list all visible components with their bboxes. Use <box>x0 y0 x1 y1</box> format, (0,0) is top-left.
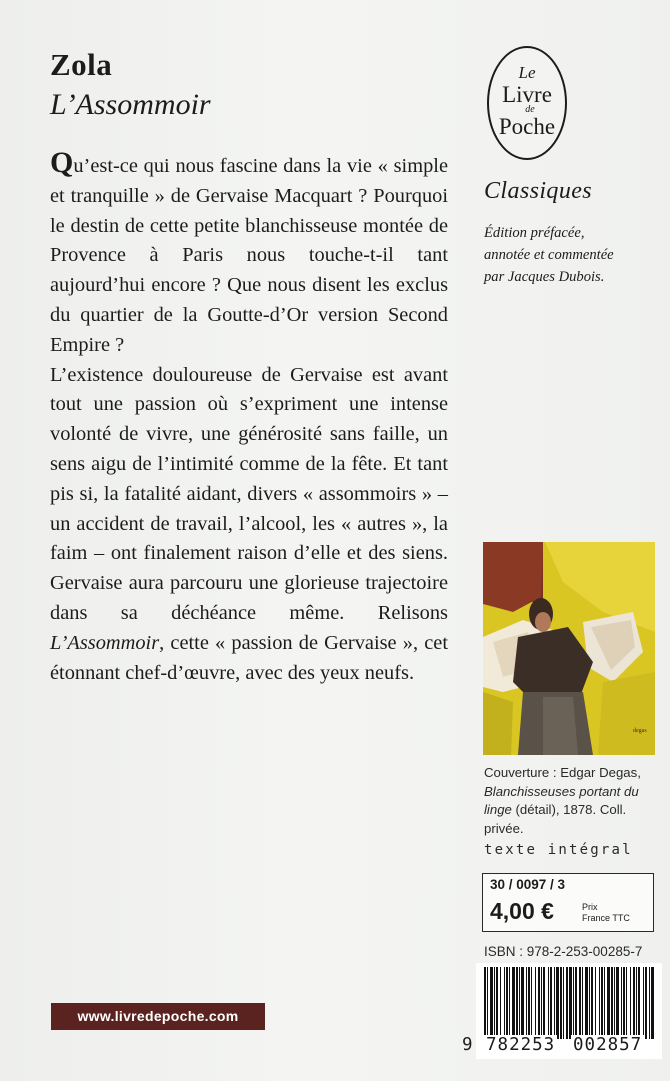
website-banner: www.livredepoche.com <box>51 1003 265 1030</box>
drop-cap: Q <box>50 146 74 179</box>
price-amount: 4,00 € <box>490 898 554 924</box>
logo-line-4: Poche <box>498 114 556 139</box>
price-note <box>582 902 630 924</box>
blurb-p2-text-b: , cette « passion de Gervaise », cet étonnant chef-d’œuvre, avec des yeux neufs. <box>50 631 448 684</box>
logo-line-2: Livre <box>502 82 552 107</box>
logo-line-1: Le <box>518 63 536 82</box>
barcode-digit-first: 9 <box>462 1035 473 1055</box>
cover-credit <box>484 764 654 838</box>
logo-line-3: de <box>525 104 535 115</box>
edition-note <box>484 222 654 288</box>
caption-prefix: Couverture : Edgar Degas, <box>484 765 641 780</box>
integral-text-label: texte intégral <box>484 842 633 858</box>
isbn: ISBN : 978-2-253-00285-7 <box>484 944 643 959</box>
author-name: Zola <box>50 47 113 82</box>
svg-text:degas: degas <box>633 728 647 734</box>
collection-name: Classiques <box>484 178 593 204</box>
edition-line: annotée et commentée <box>484 247 614 263</box>
book-title: L’Assommoir <box>50 88 211 121</box>
blurb-p2-title: L’Assommoir <box>50 631 160 654</box>
edition-line: Édition préfacée, <box>484 225 585 241</box>
blurb-paragraph-2 <box>50 361 448 689</box>
barcode-digits-right: 002857 <box>573 1035 643 1055</box>
blurb <box>50 146 448 688</box>
blurb-p2-text-a: L’existence douloureuse de Gervaise est avant tout une passion où s’expriment une intense volonté de vivre, une générosité sans faille, un sens aigu de l’intimité comme de la fête. Et tant pis si, la fatalité aidant, divers « assommoirs » – un accident de travail, l’alcool, les « autres », la faim – ont finalement raison d’elle et des siens. Gervaise aura parcouru une glorieuse trajectoire dans sa déchéance même. Relisons <box>50 363 448 624</box>
barcode-digits-left: 782253 <box>486 1035 556 1055</box>
catalog-code: 30 / 0097 / 3 <box>490 877 566 892</box>
blurb-p1-text: u’est-ce qui nous fascine dans la vie « simple et tranquille » de Gervaise Macquart ? Pourquoi le destin de cette petite blanchisseuse montée de Provence à Paris nous touche-t-il tant aujourd’hui encore ? Que nous disent les exclus du quartier de la Goutte-d’Or version Second Empire ? <box>50 155 448 356</box>
cover-painting <box>483 542 655 755</box>
caption-suffix: (détail), 1878. Coll. privée. <box>484 802 627 836</box>
price-note-line: France TTC <box>582 913 630 923</box>
blurb-paragraph-1 <box>50 146 448 361</box>
edition-line: par Jacques Dubois. <box>484 269 605 285</box>
caption-work: Blanchisseuses portant du linge <box>484 783 639 817</box>
barcode-digits <box>462 1017 662 1055</box>
price-note-line: Prix <box>582 902 598 912</box>
publisher-logo <box>487 46 567 160</box>
price-box <box>482 873 654 932</box>
